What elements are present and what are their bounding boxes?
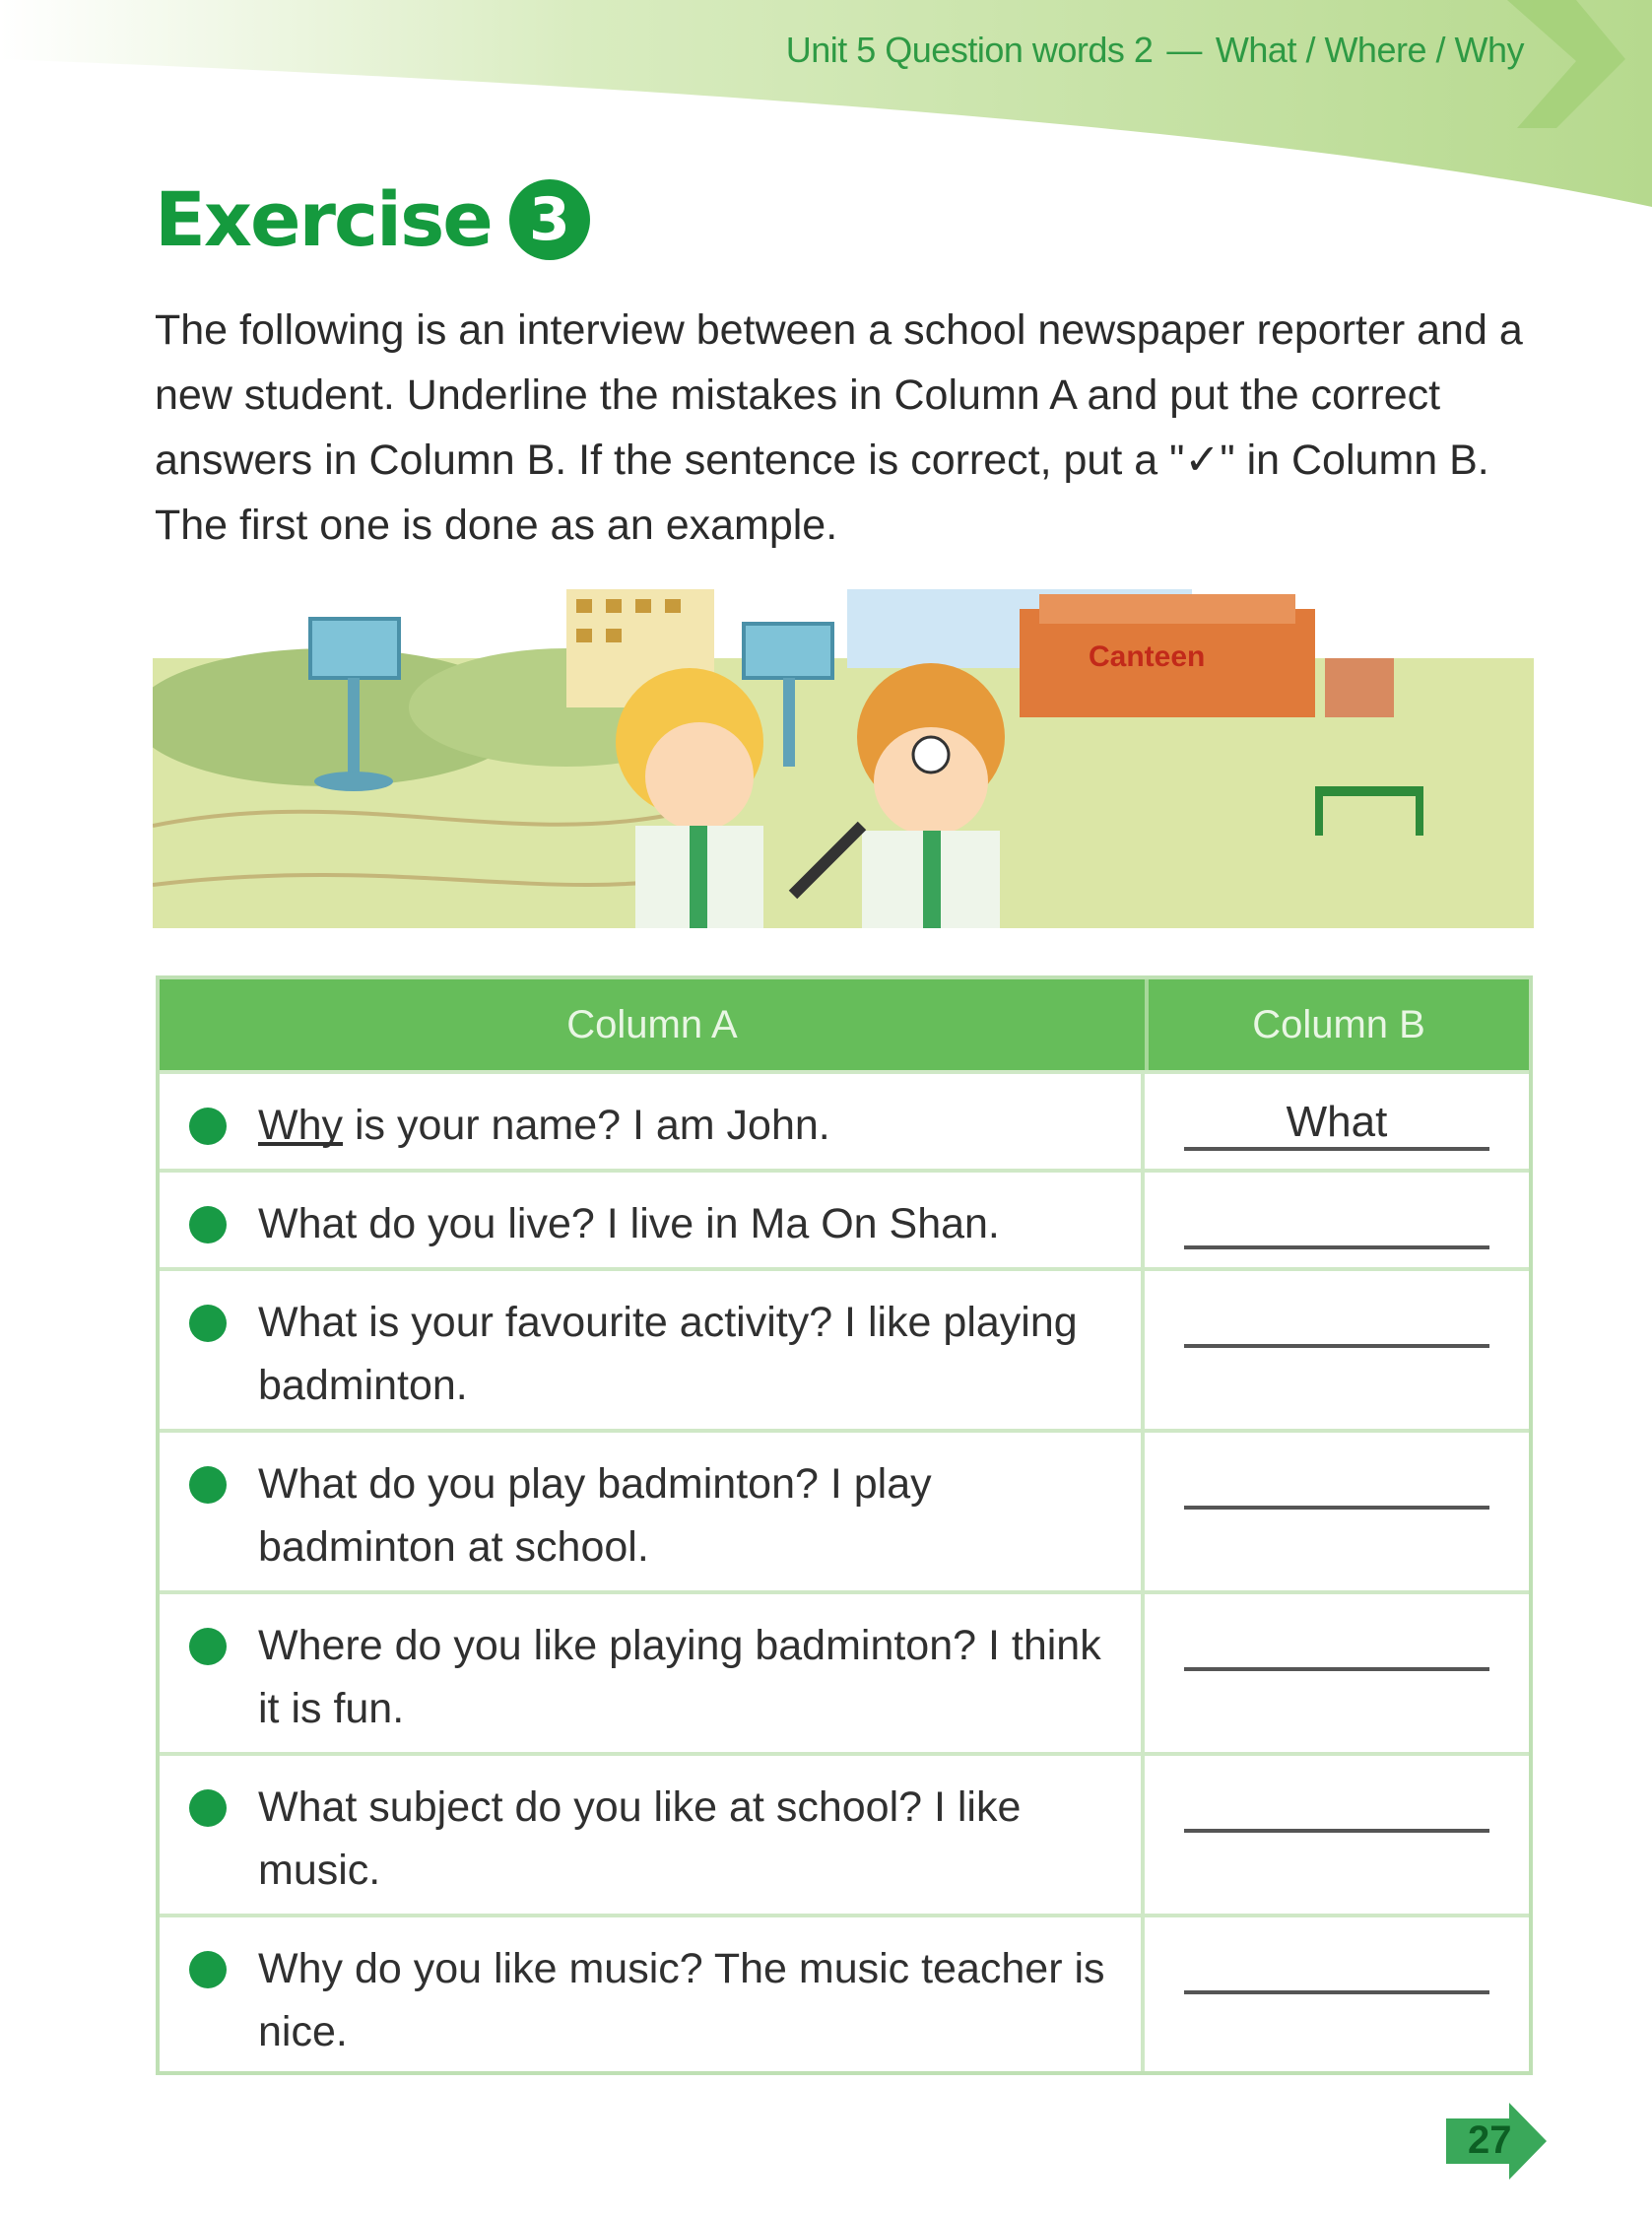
table-row bbox=[160, 1590, 1529, 1752]
answer-field[interactable] bbox=[1184, 1456, 1489, 1510]
instructions: The following is an interview between a school newspaper reporter and a new student. Underline the mistakes in Column A and put the correct answers in Column B. If the sentence is correct, put a "✓" in Column B. The first one is done as an example. bbox=[155, 306, 1523, 549]
column-b-cell bbox=[1145, 1074, 1529, 1169]
question-text: What subject do you like at school? I like music. bbox=[258, 1783, 1022, 1894]
column-b-cell bbox=[1145, 1173, 1529, 1267]
column-a-cell bbox=[160, 1433, 1145, 1590]
interview-illustration bbox=[153, 589, 1534, 928]
column-b-header: Column B bbox=[1252, 1002, 1425, 1046]
unit-title: Unit 5 Question words 2 bbox=[785, 30, 1154, 70]
table-row bbox=[160, 1429, 1529, 1590]
question-text: Why is your name? I am John. bbox=[258, 1102, 830, 1149]
answer-field[interactable] bbox=[1184, 1618, 1489, 1671]
question-text: What is your favourite activity? I like playing badminton. bbox=[258, 1299, 1078, 1409]
table-row bbox=[160, 1169, 1529, 1267]
bullet-icon bbox=[189, 1789, 227, 1827]
column-a-header: Column A bbox=[160, 979, 1149, 1070]
page-number-badge bbox=[1440, 2099, 1551, 2184]
column-b-cell bbox=[1145, 1756, 1529, 1914]
answer-field[interactable]: What bbox=[1184, 1098, 1489, 1151]
table-header bbox=[160, 979, 1529, 1070]
unit-topic: What / Where / Why bbox=[1215, 30, 1524, 70]
bullet-icon bbox=[189, 1951, 227, 1988]
column-b-cell bbox=[1145, 1271, 1529, 1429]
column-a-cell bbox=[160, 1917, 1145, 2071]
answer-field[interactable] bbox=[1184, 1295, 1489, 1348]
column-b-cell bbox=[1145, 1594, 1529, 1752]
question-text: Where do you like playing badminton? I think it is fun. bbox=[258, 1622, 1101, 1732]
bullet-icon bbox=[189, 1628, 227, 1665]
column-a-cell bbox=[160, 1074, 1145, 1169]
canteen-sign: Canteen bbox=[1089, 640, 1206, 673]
bullet-icon bbox=[189, 1108, 227, 1145]
column-a-cell bbox=[160, 1173, 1145, 1267]
exercise-label: Exercise bbox=[155, 175, 492, 263]
column-a-cell bbox=[160, 1756, 1145, 1914]
answer-table bbox=[156, 975, 1533, 2075]
column-a-cell bbox=[160, 1271, 1145, 1429]
question-text: What do you play badminton? I play badminton at school. bbox=[258, 1460, 932, 1571]
bullet-icon bbox=[189, 1305, 227, 1342]
table-row bbox=[160, 1752, 1529, 1914]
answer-field[interactable] bbox=[1184, 1196, 1489, 1249]
exercise-heading bbox=[155, 175, 590, 263]
question-text: Why do you like music? The music teacher is nice. bbox=[258, 1945, 1105, 2055]
table-row bbox=[160, 1914, 1529, 2071]
page-number: 27 bbox=[1468, 2118, 1512, 2162]
question-text: What do you live? I live in Ma On Shan. bbox=[258, 1200, 1000, 1247]
column-a-cell bbox=[160, 1594, 1145, 1752]
header-title bbox=[786, 30, 1524, 71]
answer-field[interactable] bbox=[1184, 1780, 1489, 1833]
bullet-icon bbox=[189, 1466, 227, 1504]
table-row bbox=[160, 1070, 1529, 1169]
bullet-icon bbox=[189, 1206, 227, 1243]
table-row bbox=[160, 1267, 1529, 1429]
exercise-number-badge: 3 bbox=[509, 179, 590, 260]
column-b-cell bbox=[1145, 1917, 1529, 2071]
header-separator: — bbox=[1166, 30, 1202, 70]
column-b-cell bbox=[1145, 1433, 1529, 1590]
answer-field[interactable] bbox=[1184, 1941, 1489, 1994]
